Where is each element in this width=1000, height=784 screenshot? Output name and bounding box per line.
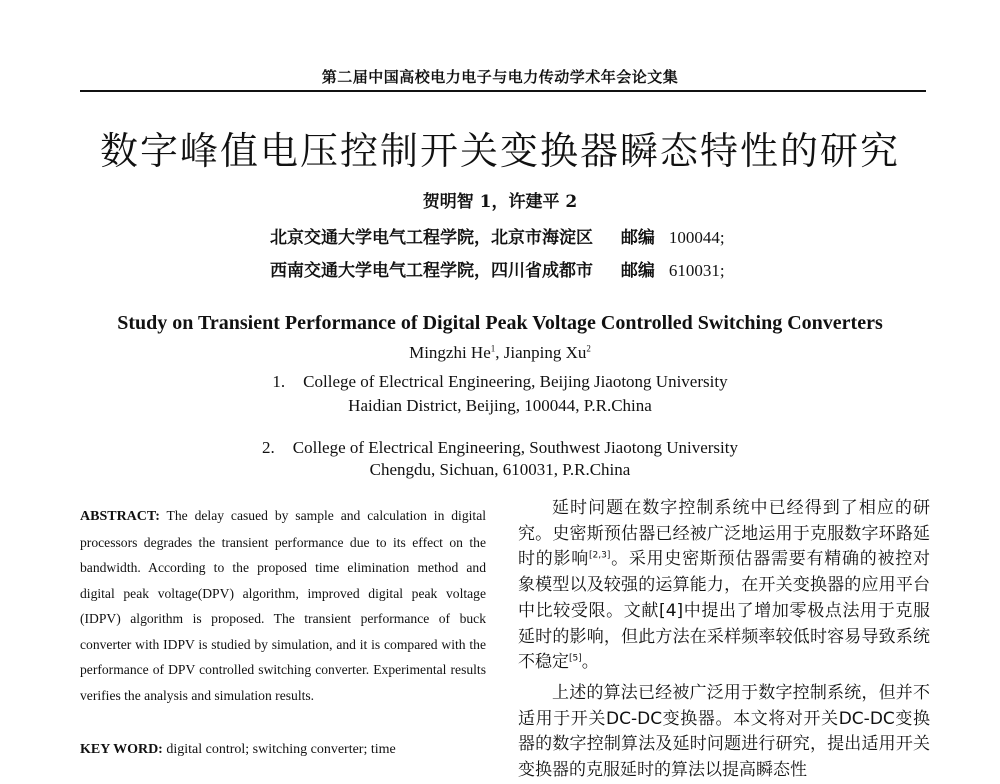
author-1: Mingzhi He (409, 343, 491, 362)
body-text-cn (518, 496, 930, 784)
postcode: 100044; (668, 228, 725, 247)
affiliation-number: 1. (272, 372, 286, 391)
keywords-label: KEY WORD: (80, 742, 163, 757)
running-header: 第二届中国高校电力电子与电力传动学术年会论文集 (321, 68, 679, 86)
affiliation-en-1-line1 (0, 372, 1000, 392)
author-separator: , (495, 343, 504, 362)
affiliation-en-1-line2: Haidian District, Beijing, 100044, P.R.China (348, 396, 652, 415)
abstract-label: ABSTRACT: (80, 509, 160, 524)
abstract (80, 503, 486, 708)
affiliation-text: College of Electrical Engineering, Southwest Jiaotong University (292, 438, 738, 457)
postcode-label: 邮编 (620, 261, 655, 281)
affiliation-en-2-line2: Chengdu, Sichuan, 610031, P.R.China (369, 460, 631, 479)
abstract-text: The delay casued by sample and calculation in digital processors degrades the transient performance due to its effect on the bandwidth. According to the proposed time elimination method and digital peak voltage(DPV) algorithm, improved digital peak voltage (IDPV) algorithm is proposed. The transient performance of buck converter with IDPV is studied by simulation, and it is compared with the performance of DPV controlled switching converter. Experimental results verifies the analysis and simulation results. (80, 508, 486, 703)
postcode-label: 邮编 (620, 228, 655, 248)
affiliation-cn-2 (270, 256, 830, 281)
body-paragraph-2: 上述的算法已经被广泛用于数字控制系统，但并不适用于开关DC-DC变换器。本文将对开关DC-DC变换器的数字控制算法及延时问题进行研究，提出适用开关变换器的克服延时的算法以提高瞬态性 (518, 682, 930, 781)
affiliation-en-2-line1 (0, 438, 1000, 458)
body-text: 延时问题在数字控制系统中已经得到了相应的研究。史密斯预估器已经被广泛地运用于克服数字环路延时的影响 (518, 498, 930, 570)
authors-en (0, 343, 1000, 363)
body-text: 。采用史密斯预估器需要有精确的被控对象模型以及较强的运算能力，在开关变换器的应用平台中比较受限。文献[4]中提出了增加零极点法用于克服延时的影响，但此方法在采样频率较低时容易导致系统不稳定 (518, 549, 931, 673)
body-text: 。 (581, 652, 599, 673)
authors-cn: 贺明智 1，许建平 2 (422, 192, 578, 212)
author-2: Jianping Xu (503, 343, 587, 362)
author-1-affil: 1 (490, 343, 496, 354)
affiliation-cn-1 (270, 223, 830, 248)
affiliation-cn-org: 北京交通大学电气工程学院，北京市海淀区 (270, 228, 593, 248)
affiliation-text: College of Electrical Engineering, Beijing Jiaotong University (303, 372, 728, 391)
affiliation-cn-org: 西南交通大学电气工程学院，四川省成都市 (270, 261, 593, 281)
keywords (80, 742, 486, 758)
paper-title-cn: 数字峰值电压控制开关变换器瞬态特性的研究 (99, 129, 900, 173)
body-paragraph-1 (518, 496, 930, 676)
paper-title-en: Study on Transient Performance of Digital Peak Voltage Controlled Switching Converters (117, 312, 883, 334)
citation: [5] (569, 653, 582, 664)
header-rule (80, 90, 926, 92)
postcode: 610031; (668, 261, 725, 280)
keywords-text: digital control; switching converter; time (166, 742, 396, 757)
affiliation-number: 2. (262, 438, 275, 457)
citation: [2,3] (589, 550, 611, 561)
author-2-affil: 2 (586, 343, 591, 354)
